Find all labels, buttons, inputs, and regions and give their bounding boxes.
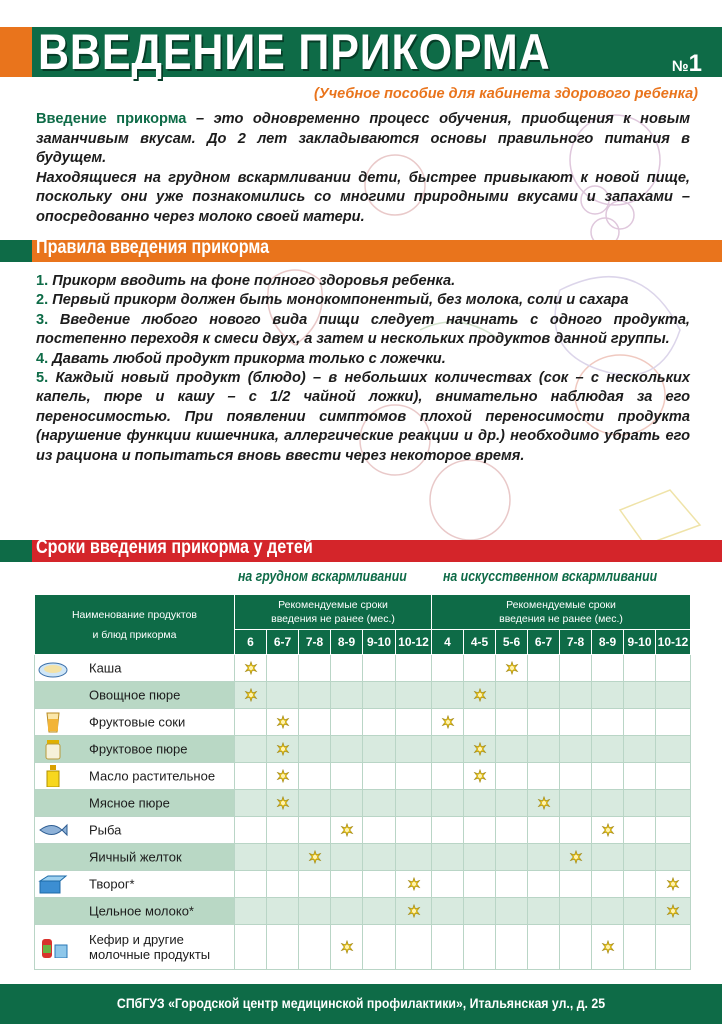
product-name-cell	[35, 817, 235, 844]
schedule-cell-breast	[396, 709, 432, 736]
schedule-cell-breast	[299, 898, 331, 925]
recommended-marker-icon	[308, 850, 322, 864]
schedule-cell-artificial	[560, 736, 592, 763]
product-name-cell	[35, 655, 235, 682]
recommended-marker-icon	[505, 661, 519, 675]
schedule-cell-artificial	[528, 763, 560, 790]
schedule-cell-breast	[363, 790, 396, 817]
rule-item: 4. Давать любой продукт прикорма только с ложечки.	[36, 350, 446, 367]
schedule-heading-band	[0, 537, 722, 562]
schedule-cell-artificial	[624, 709, 656, 736]
recommended-marker-icon	[569, 850, 583, 864]
table-row	[35, 763, 691, 790]
rule-item: 3. Введение любого нового вида пищи следует начинать с одного продукта, постепенно переходя к смеси двух, а затем и нескольких продуктов данной группы.	[36, 311, 690, 348]
recommended-marker-icon	[473, 769, 487, 783]
recommended-marker-icon	[340, 823, 354, 837]
schedule-cell-breast	[235, 763, 267, 790]
schedule-heading: Сроки введения прикорма у детей	[36, 537, 313, 558]
table-row	[35, 736, 691, 763]
product-name: Яичный желток	[89, 849, 182, 865]
kefir-bottle-icon	[38, 936, 68, 958]
table-row	[35, 709, 691, 736]
schedule-cell-artificial	[464, 898, 496, 925]
product-name-cell	[35, 682, 235, 709]
schedule-cell-artificial	[464, 763, 496, 790]
schedule-cell-artificial	[592, 790, 624, 817]
schedule-cell-breast	[299, 817, 331, 844]
schedule-cell-artificial	[528, 790, 560, 817]
schedule-cell-artificial	[432, 925, 464, 970]
table-row	[35, 655, 691, 682]
schedule-cell-artificial	[592, 871, 624, 898]
product-name: Кефир и другие молочные продукты	[89, 932, 211, 962]
recommended-marker-icon	[473, 742, 487, 756]
rule-item: 5. Каждый новый продукт (блюдо) – в небольших количествах (сок – с нескольких капель, пюре и кашу – с 1/2 чайной ложки), внимательно наблюдая за его переносимостью. При появлении симптомов плохой переносимости продукта (нарушение функции кишечника, аллергические реакции и др.) необходимо убрать его из рациона и попытаться вновь ввести через некоторое время.	[36, 370, 690, 464]
schedule-cell-artificial	[432, 736, 464, 763]
footer	[0, 984, 722, 1024]
schedule-cell-breast	[396, 682, 432, 709]
artificial-feeding-label: на искусственном вскармливании	[443, 568, 658, 585]
age-column-breast: 8-9	[331, 630, 363, 655]
age-column-artificial: 9-10	[624, 630, 656, 655]
product-name-cell	[35, 763, 235, 790]
schedule-cell-breast	[363, 898, 396, 925]
schedule-cell-artificial	[592, 736, 624, 763]
schedule-cell-breast	[235, 736, 267, 763]
juice-glass-icon	[38, 711, 68, 733]
schedule-cell-artificial	[656, 817, 691, 844]
baby-food-jar-icon	[38, 738, 68, 760]
schedule-cell-breast	[363, 682, 396, 709]
schedule-cell-artificial	[624, 844, 656, 871]
schedule-cell-artificial	[464, 817, 496, 844]
recommended-marker-icon	[276, 742, 290, 756]
recommended-marker-icon	[407, 877, 421, 891]
schedule-cell-artificial	[496, 898, 528, 925]
schedule-cell-breast	[331, 898, 363, 925]
oil-bottle-icon	[38, 765, 68, 787]
product-name: Фруктовые соки	[89, 714, 186, 730]
feeding-schedule-table	[34, 594, 691, 970]
schedule-cell-breast	[363, 655, 396, 682]
product-name: Мясное пюре	[89, 795, 170, 811]
schedule-cell-breast	[363, 817, 396, 844]
schedule-cell-artificial	[560, 898, 592, 925]
recommended-marker-icon	[340, 940, 354, 954]
schedule-cell-artificial	[656, 709, 691, 736]
schedule-cell-artificial	[656, 871, 691, 898]
recommended-marker-icon	[407, 904, 421, 918]
schedule-cell-artificial	[656, 682, 691, 709]
recommended-marker-icon	[666, 904, 680, 918]
age-column-breast: 6	[235, 630, 267, 655]
schedule-cell-artificial	[496, 682, 528, 709]
schedule-cell-artificial	[432, 844, 464, 871]
schedule-cell-artificial	[464, 655, 496, 682]
product-name: Цельное молоко*	[89, 903, 194, 919]
schedule-cell-breast	[331, 790, 363, 817]
schedule-cell-breast	[363, 871, 396, 898]
schedule-cell-artificial	[592, 763, 624, 790]
table-row	[35, 898, 691, 925]
schedule-cell-artificial	[656, 898, 691, 925]
schedule-cell-artificial	[560, 682, 592, 709]
schedule-cell-artificial	[560, 871, 592, 898]
schedule-cell-breast	[396, 817, 432, 844]
schedule-cell-artificial	[432, 655, 464, 682]
schedule-cell-artificial	[528, 709, 560, 736]
schedule-cell-breast	[396, 736, 432, 763]
schedule-cell-artificial	[624, 871, 656, 898]
schedule-cell-breast	[299, 925, 331, 970]
issue-number: №1	[671, 50, 702, 77]
schedule-cell-artificial	[464, 682, 496, 709]
schedule-cell-artificial	[624, 763, 656, 790]
schedule-cell-breast	[267, 682, 299, 709]
schedule-cell-breast	[396, 790, 432, 817]
schedule-cell-artificial	[592, 682, 624, 709]
schedule-cell-artificial	[592, 817, 624, 844]
schedule-cell-breast	[331, 709, 363, 736]
schedule-cell-artificial	[560, 925, 592, 970]
schedule-cell-artificial	[624, 925, 656, 970]
schedule-cell-artificial	[528, 655, 560, 682]
intro-paragraph-2: Находящиеся на грудном вскармливании дети, быстрее привыкают к новой пище, поскольку они уже познакомились со многими природными вкусами и запахами – опосредованно через молоко своей матери.	[36, 169, 690, 225]
schedule-cell-breast	[267, 925, 299, 970]
schedule-cell-artificial	[528, 817, 560, 844]
schedule-cell-artificial	[592, 844, 624, 871]
schedule-cell-artificial	[656, 655, 691, 682]
porridge-plate-icon	[38, 657, 68, 679]
product-name-cell	[35, 844, 235, 871]
product-name-cell	[35, 790, 235, 817]
product-name: Творог*	[89, 876, 135, 892]
table-row	[35, 844, 691, 871]
schedule-cell-artificial	[496, 844, 528, 871]
schedule-cell-artificial	[496, 655, 528, 682]
schedule-cell-artificial	[496, 871, 528, 898]
column-group-breastfeeding: Рекомендуемые сроки введения не ранее (мес.)	[235, 595, 432, 630]
schedule-cell-artificial	[624, 790, 656, 817]
schedule-cell-artificial	[560, 709, 592, 736]
schedule-cell-artificial	[592, 925, 624, 970]
schedule-cell-artificial	[528, 925, 560, 970]
age-column-artificial: 4-5	[464, 630, 496, 655]
schedule-cell-breast	[267, 817, 299, 844]
schedule-cell-breast	[267, 736, 299, 763]
table-row	[35, 817, 691, 844]
page-subtitle: (Учебное пособие для кабинета здорового ребенка)	[314, 86, 698, 102]
rule-item: 2. Первый прикорм должен быть монокомпонентый, без молока, соли и сахара	[36, 292, 629, 309]
recommended-marker-icon	[244, 661, 258, 675]
schedule-cell-artificial	[528, 898, 560, 925]
schedule-cell-artificial	[496, 925, 528, 970]
rules-heading-band	[0, 237, 722, 262]
recommended-marker-icon	[276, 769, 290, 783]
schedule-cell-breast	[363, 844, 396, 871]
age-column-artificial: 7-8	[560, 630, 592, 655]
age-column-artificial: 6-7	[528, 630, 560, 655]
schedule-cell-breast	[331, 736, 363, 763]
schedule-cell-artificial	[656, 925, 691, 970]
table-row	[35, 871, 691, 898]
recommended-marker-icon	[601, 823, 615, 837]
schedule-cell-breast	[331, 871, 363, 898]
footer-address: СПбГУЗ «Городской центр медицинской профилактики», Итальянская ул., д. 25	[116, 995, 606, 1011]
breastfeeding-label: на грудном вскармливании	[238, 568, 407, 585]
rules-list	[36, 272, 690, 466]
schedule-cell-artificial	[464, 790, 496, 817]
age-column-breast: 10-12	[396, 630, 432, 655]
intro-lead: Введение прикорма	[36, 111, 187, 127]
schedule-cell-breast	[396, 763, 432, 790]
schedule-cell-breast	[299, 790, 331, 817]
schedule-cell-artificial	[656, 763, 691, 790]
schedule-cell-breast	[235, 709, 267, 736]
schedule-cell-breast	[299, 871, 331, 898]
schedule-cell-breast	[363, 736, 396, 763]
schedule-cell-breast	[331, 682, 363, 709]
column-group-artificial: Рекомендуемые сроки введения не ранее (мес.)	[432, 595, 691, 630]
table-row	[35, 925, 691, 970]
schedule-cell-breast	[396, 925, 432, 970]
schedule-cell-artificial	[656, 736, 691, 763]
product-name-cell	[35, 925, 235, 970]
schedule-cell-breast	[299, 736, 331, 763]
product-name: Овощное пюре	[89, 687, 181, 703]
schedule-cell-artificial	[496, 763, 528, 790]
product-name-cell	[35, 736, 235, 763]
schedule-cell-breast	[363, 709, 396, 736]
schedule-cell-breast	[396, 655, 432, 682]
schedule-cell-artificial	[432, 898, 464, 925]
schedule-cell-breast	[235, 871, 267, 898]
schedule-cell-artificial	[528, 736, 560, 763]
schedule-cell-artificial	[560, 817, 592, 844]
schedule-cell-artificial	[528, 871, 560, 898]
schedule-cell-breast	[267, 709, 299, 736]
age-column-artificial: 10-12	[656, 630, 691, 655]
schedule-cell-artificial	[624, 655, 656, 682]
schedule-cell-artificial	[496, 709, 528, 736]
schedule-cell-breast	[299, 844, 331, 871]
page-title: ВВЕДЕНИЕ ПРИКОРМА	[38, 24, 551, 80]
age-column-breast: 7-8	[299, 630, 331, 655]
schedule-cell-artificial	[656, 844, 691, 871]
schedule-cell-artificial	[496, 736, 528, 763]
table-row	[35, 790, 691, 817]
product-name-cell	[35, 898, 235, 925]
age-column-breast: 6-7	[267, 630, 299, 655]
age-column-artificial: 8-9	[592, 630, 624, 655]
schedule-cell-artificial	[432, 763, 464, 790]
recommended-marker-icon	[601, 940, 615, 954]
rules-heading: Правила введения прикорма	[36, 237, 270, 258]
intro-paragraph-1: Введение прикорма – это одновременно процесс обучения, приобщения к новым заманчивым вкусам. До 2 лет закладываются основы правильного питания в будущем.	[36, 111, 690, 166]
schedule-cell-artificial	[432, 682, 464, 709]
product-name: Каша	[89, 660, 122, 676]
schedule-cell-breast	[235, 655, 267, 682]
schedule-cell-breast	[331, 844, 363, 871]
product-name-cell	[35, 709, 235, 736]
schedule-cell-breast	[331, 817, 363, 844]
schedule-cell-breast	[267, 844, 299, 871]
schedule-cell-artificial	[432, 871, 464, 898]
recommended-marker-icon	[537, 796, 551, 810]
rule-item: 1. Прикорм вводить на фоне полного здоровья ребенка.	[36, 273, 456, 289]
column-header-products: Наименование продуктов и блюд прикорма	[35, 595, 235, 655]
schedule-cell-artificial	[432, 790, 464, 817]
recommended-marker-icon	[244, 688, 258, 702]
fish-icon	[38, 819, 68, 841]
schedule-cell-artificial	[432, 817, 464, 844]
schedule-cell-breast	[235, 898, 267, 925]
schedule-cell-artificial	[624, 898, 656, 925]
schedule-cell-artificial	[624, 817, 656, 844]
schedule-cell-artificial	[560, 790, 592, 817]
schedule-cell-breast	[267, 790, 299, 817]
schedule-cell-artificial	[464, 925, 496, 970]
schedule-cell-breast	[299, 763, 331, 790]
schedule-cell-artificial	[560, 844, 592, 871]
schedule-cell-artificial	[528, 844, 560, 871]
schedule-cell-breast	[267, 763, 299, 790]
schedule-cell-artificial	[464, 844, 496, 871]
intro-text	[36, 110, 690, 227]
schedule-cell-artificial	[528, 682, 560, 709]
schedule-cell-breast	[331, 763, 363, 790]
schedule-cell-artificial	[464, 709, 496, 736]
schedule-cell-breast	[363, 763, 396, 790]
product-name: Масло растительное	[89, 768, 216, 784]
schedule-cell-breast	[235, 790, 267, 817]
product-name-cell	[35, 871, 235, 898]
schedule-cell-artificial	[592, 709, 624, 736]
schedule-cell-breast	[267, 871, 299, 898]
schedule-cell-breast	[299, 655, 331, 682]
product-name: Фруктовое пюре	[89, 741, 188, 757]
schedule-cell-artificial	[592, 898, 624, 925]
recommended-marker-icon	[276, 715, 290, 729]
schedule-cell-breast	[235, 925, 267, 970]
schedule-cell-breast	[299, 682, 331, 709]
schedule-cell-artificial	[624, 736, 656, 763]
schedule-cell-breast	[235, 682, 267, 709]
schedule-cell-breast	[396, 898, 432, 925]
schedule-cell-breast	[235, 844, 267, 871]
recommended-marker-icon	[276, 796, 290, 810]
schedule-cell-breast	[267, 898, 299, 925]
age-column-artificial: 4	[432, 630, 464, 655]
header-accent-orange	[0, 27, 32, 77]
schedule-cell-breast	[235, 817, 267, 844]
recommended-marker-icon	[666, 877, 680, 891]
schedule-cell-artificial	[496, 790, 528, 817]
age-column-breast: 9-10	[363, 630, 396, 655]
schedule-cell-artificial	[624, 682, 656, 709]
schedule-cell-breast	[267, 655, 299, 682]
schedule-cell-breast	[331, 925, 363, 970]
schedule-cell-artificial	[464, 871, 496, 898]
schedule-cell-breast	[396, 844, 432, 871]
schedule-cell-breast	[299, 709, 331, 736]
schedule-cell-artificial	[464, 736, 496, 763]
recommended-marker-icon	[473, 688, 487, 702]
table-row	[35, 682, 691, 709]
schedule-cell-artificial	[560, 655, 592, 682]
schedule-cell-artificial	[496, 817, 528, 844]
schedule-cell-breast	[331, 655, 363, 682]
schedule-cell-artificial	[432, 709, 464, 736]
age-column-artificial: 5-6	[496, 630, 528, 655]
schedule-cell-breast	[363, 925, 396, 970]
cottage-cheese-pack-icon	[38, 873, 68, 895]
schedule-cell-artificial	[656, 790, 691, 817]
schedule-cell-artificial	[560, 763, 592, 790]
product-name: Рыба	[89, 822, 122, 838]
recommended-marker-icon	[441, 715, 455, 729]
schedule-cell-artificial	[592, 655, 624, 682]
schedule-cell-breast	[396, 871, 432, 898]
